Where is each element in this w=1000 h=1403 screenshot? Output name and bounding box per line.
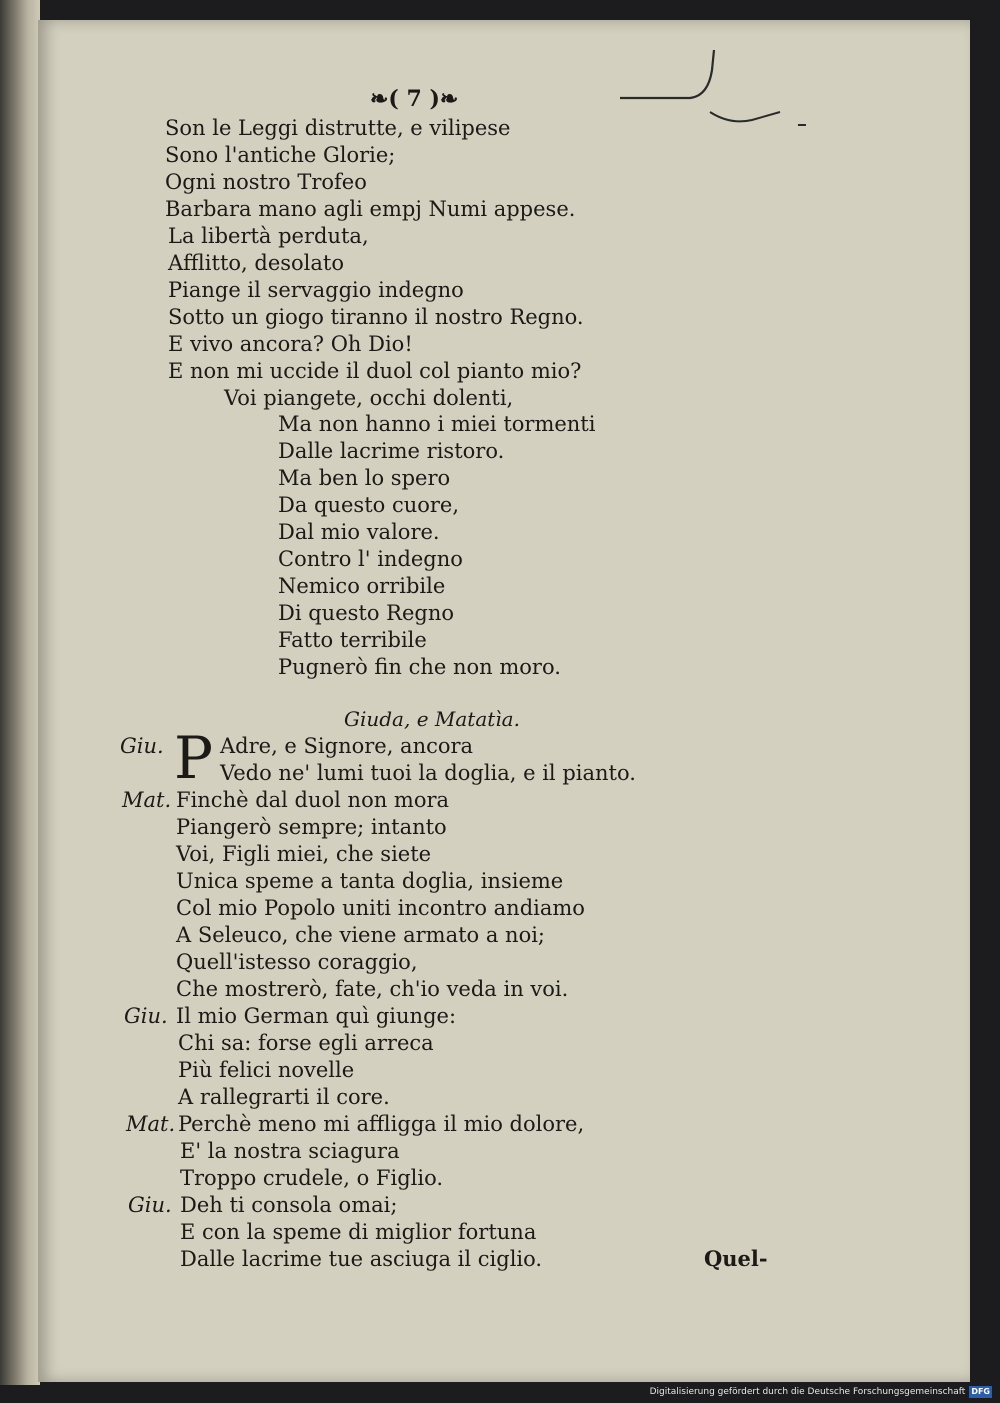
dialogue-line: Troppo crudele, o Figlio. bbox=[180, 1166, 444, 1190]
aria-line: Ma non hanno i miei tormenti bbox=[278, 412, 596, 436]
verse-line: Barbara mano agli empj Numi appese. bbox=[165, 197, 576, 221]
dialogue-line: Adre, e Signore, ancora bbox=[220, 734, 474, 758]
dialogue-line: Dalle lacrime tue asciuga il ciglio. bbox=[180, 1247, 543, 1271]
aria-line: Contro l' indegno bbox=[278, 547, 463, 571]
dialogue-line: A rallegrarti il core. bbox=[178, 1085, 390, 1109]
aria-line: Pugnerò fin che non moro. bbox=[278, 655, 561, 679]
speaker-label: Giu. bbox=[128, 1193, 172, 1217]
dialogue-line: E' la nostra sciagura bbox=[180, 1139, 400, 1163]
dialogue-line: Il mio German quì giunge: bbox=[176, 1004, 457, 1028]
aria-line: Ma ben lo spero bbox=[278, 466, 451, 490]
verse-line: Ogni nostro Trofeo bbox=[165, 170, 367, 194]
verse-line: Sono l'antiche Glorie; bbox=[165, 143, 396, 167]
verse-line: Sotto un giogo tiranno il nostro Regno. bbox=[168, 305, 584, 329]
dialogue-line: Col mio Popolo uniti incontro andiamo bbox=[176, 896, 585, 920]
verse-line: E vivo ancora? Oh Dio! bbox=[168, 332, 413, 356]
dialogue-line: Unica speme a tanta doglia, insieme bbox=[176, 869, 564, 893]
book-spine bbox=[0, 0, 40, 1385]
dialogue-line: A Seleuco, che viene armato a noi; bbox=[176, 923, 546, 947]
aria-line: Dal mio valore. bbox=[278, 520, 440, 544]
aria-line: Fatto terribile bbox=[278, 628, 427, 652]
page-number: ❧( 7 )❧ bbox=[370, 86, 459, 112]
book-page bbox=[38, 20, 970, 1382]
catchword: Quel- bbox=[704, 1246, 768, 1271]
dialogue-line: Che mostrerò, fate, ch'io veda in voi. bbox=[176, 977, 569, 1001]
dialogue-line: Più felici novelle bbox=[178, 1058, 355, 1082]
drop-cap: P bbox=[174, 724, 214, 792]
aria-line: Voi piangete, occhi dolenti, bbox=[224, 386, 514, 410]
aria-line: Dalle lacrime ristoro. bbox=[278, 439, 505, 463]
verse-line: Son le Leggi distrutte, e vilipese bbox=[165, 116, 511, 140]
dialogue-line: Vedo ne' lumi tuoi la doglia, e il pianto. bbox=[220, 761, 636, 785]
verse-line: E non mi uccide il duol col pianto mio? bbox=[168, 359, 582, 383]
dialogue-line: Perchè meno mi affligga il mio dolore, bbox=[178, 1112, 585, 1136]
pencil-mark bbox=[620, 50, 820, 160]
speaker-label: Giu. bbox=[120, 734, 164, 758]
dialogue-line: Finchè dal duol non mora bbox=[176, 788, 450, 812]
dialogue-line: Quell'istesso coraggio, bbox=[176, 950, 418, 974]
dialogue-line: E con la speme di miglior fortuna bbox=[180, 1220, 537, 1244]
aria-line: Nemico orribile bbox=[278, 574, 446, 598]
verse-line: Afflitto, desolato bbox=[168, 251, 344, 275]
verse-line: La libertà perduta, bbox=[168, 224, 369, 248]
dialogue-line: Deh ti consola omai; bbox=[180, 1193, 398, 1217]
dialogue-line: Voi, Figli miei, che siete bbox=[176, 842, 432, 866]
dialogue-line: Chi sa: forse egli arreca bbox=[178, 1031, 434, 1055]
aria-line: Di questo Regno bbox=[278, 601, 455, 625]
speaker-label: Giu. bbox=[124, 1004, 168, 1028]
dfg-logo: DFG bbox=[971, 1387, 990, 1396]
speaker-label: Mat. bbox=[126, 1112, 176, 1136]
verse-line: Piange il servaggio indegno bbox=[168, 278, 464, 302]
dialogue-line: Piangerò sempre; intanto bbox=[176, 815, 447, 839]
scene-heading: Giuda, e Matatìa. bbox=[344, 707, 520, 731]
digitization-footer bbox=[650, 1385, 992, 1399]
footer-text: Digitalisierung gefördert durch die Deutsche Forschungsgemeinschaft bbox=[649, 1387, 966, 1397]
aria-line: Da questo cuore, bbox=[278, 493, 460, 517]
speaker-label: Mat. bbox=[122, 788, 172, 812]
